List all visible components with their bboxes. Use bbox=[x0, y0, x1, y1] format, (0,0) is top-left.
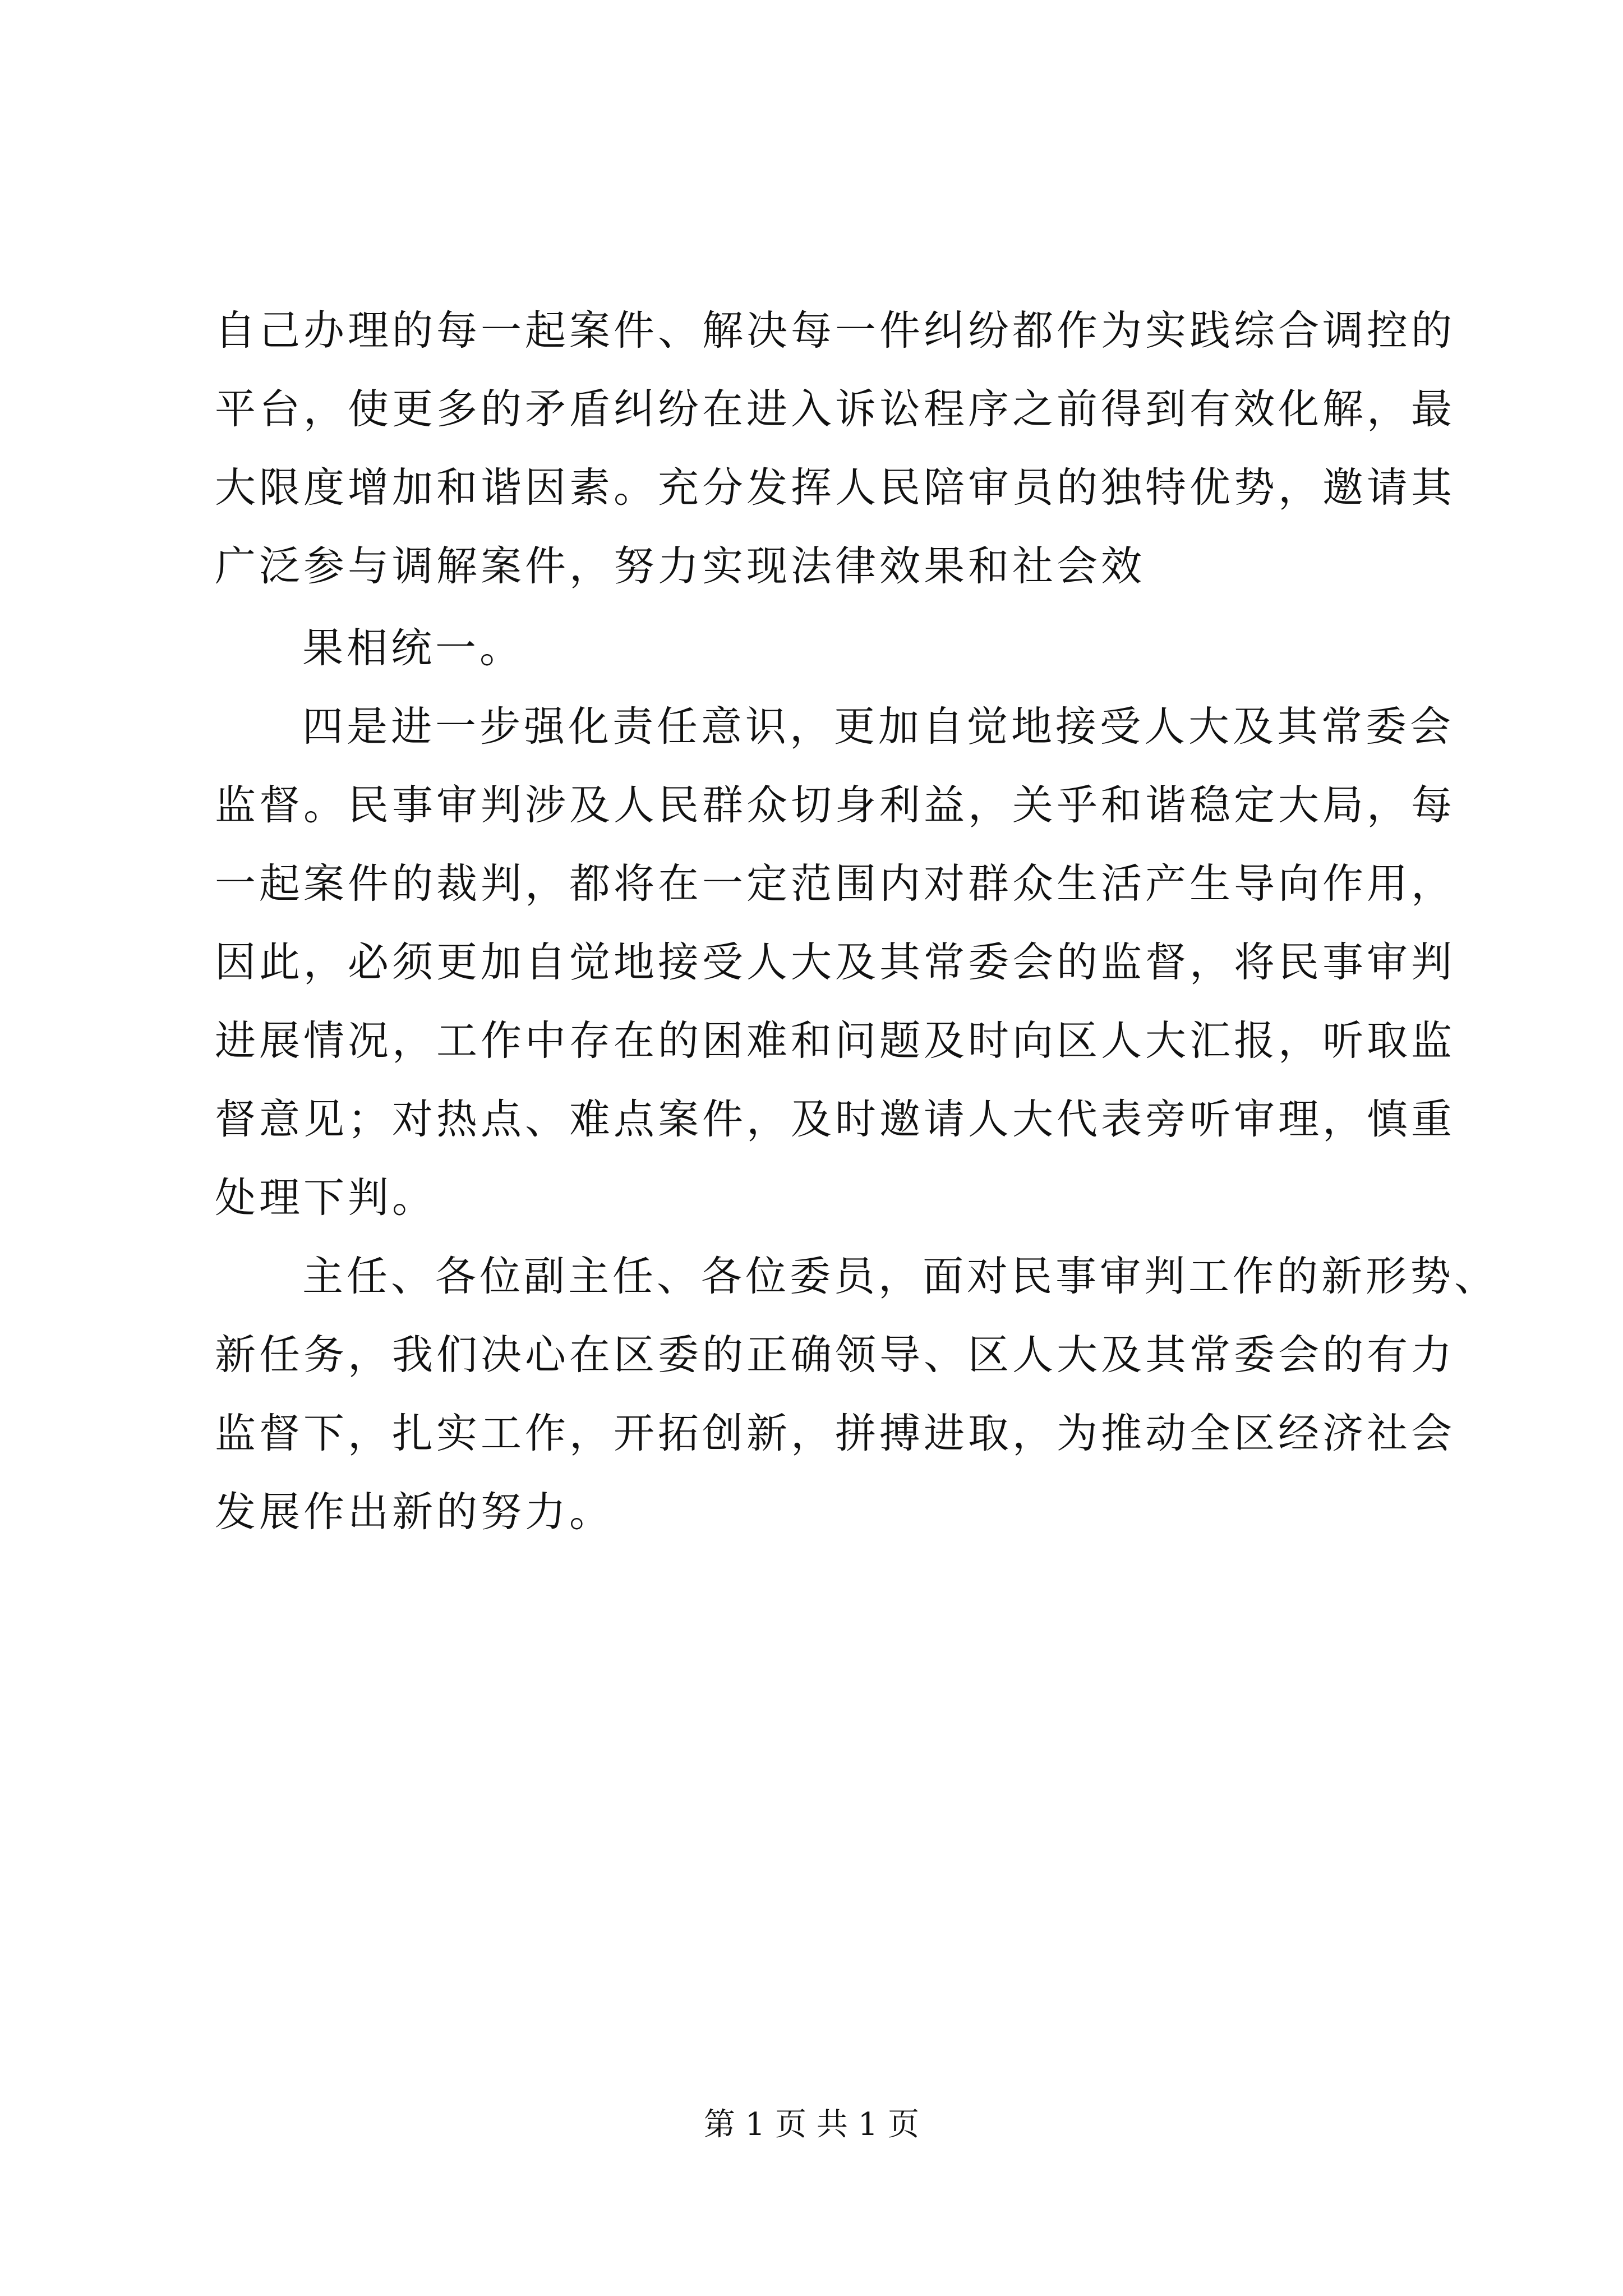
body-line: 因此，必须更加自觉地接受人大及其常委会的监督，将民事审判 bbox=[215, 938, 1455, 986]
body-line: 监督。民事审判涉及人民群众切身利益，关乎和谐稳定大局，每 bbox=[215, 781, 1455, 829]
body-line: 一起案件的裁判，都将在一定范围内对群众生活产生导向作用， bbox=[215, 860, 1455, 908]
body-line: 督意见；对热点、难点案件，及时邀请人大代表旁听审理，慎重 bbox=[215, 1096, 1455, 1143]
body-line: 果相统一。 bbox=[302, 624, 524, 672]
body-line: 监督下，扎实工作，开拓创新，拼搏进取，为推动全区经济社会 bbox=[215, 1410, 1455, 1457]
paragraph-start-line: 四是进一步强化责任意识，更加自觉地接受人大及其常委会 bbox=[302, 703, 1454, 751]
body-line: 进展情况，工作中存在的困难和问题及时向区人大汇报，听取监 bbox=[215, 1017, 1455, 1065]
body-line: 发展作出新的努力。 bbox=[215, 1488, 614, 1536]
body-line: 自己办理的每一起案件、解决每一件纠纷都作为实践综合调控的 bbox=[215, 307, 1455, 355]
body-line: 广泛参与调解案件，努力实现法律效果和社会效 bbox=[215, 542, 1145, 590]
document-body bbox=[215, 292, 1498, 1552]
body-line: 大限度增加和谐因素。充分发挥人民陪审员的独特优势，邀请其 bbox=[215, 464, 1455, 512]
body-line: 平台，使更多的矛盾纠纷在进入诉讼程序之前得到有效化解，最 bbox=[215, 385, 1455, 433]
body-line: 处理下判。 bbox=[215, 1174, 436, 1222]
body-line: 新任务，我们决心在区委的正确领导、区人大及其常委会的有力 bbox=[215, 1331, 1455, 1379]
page-number-footer: 第 1 页 共 1 页 bbox=[703, 2106, 920, 2143]
paragraph-start-line: 主任、各位副主任、各位委员，面对民事审判工作的新形势、 bbox=[302, 1253, 1498, 1300]
